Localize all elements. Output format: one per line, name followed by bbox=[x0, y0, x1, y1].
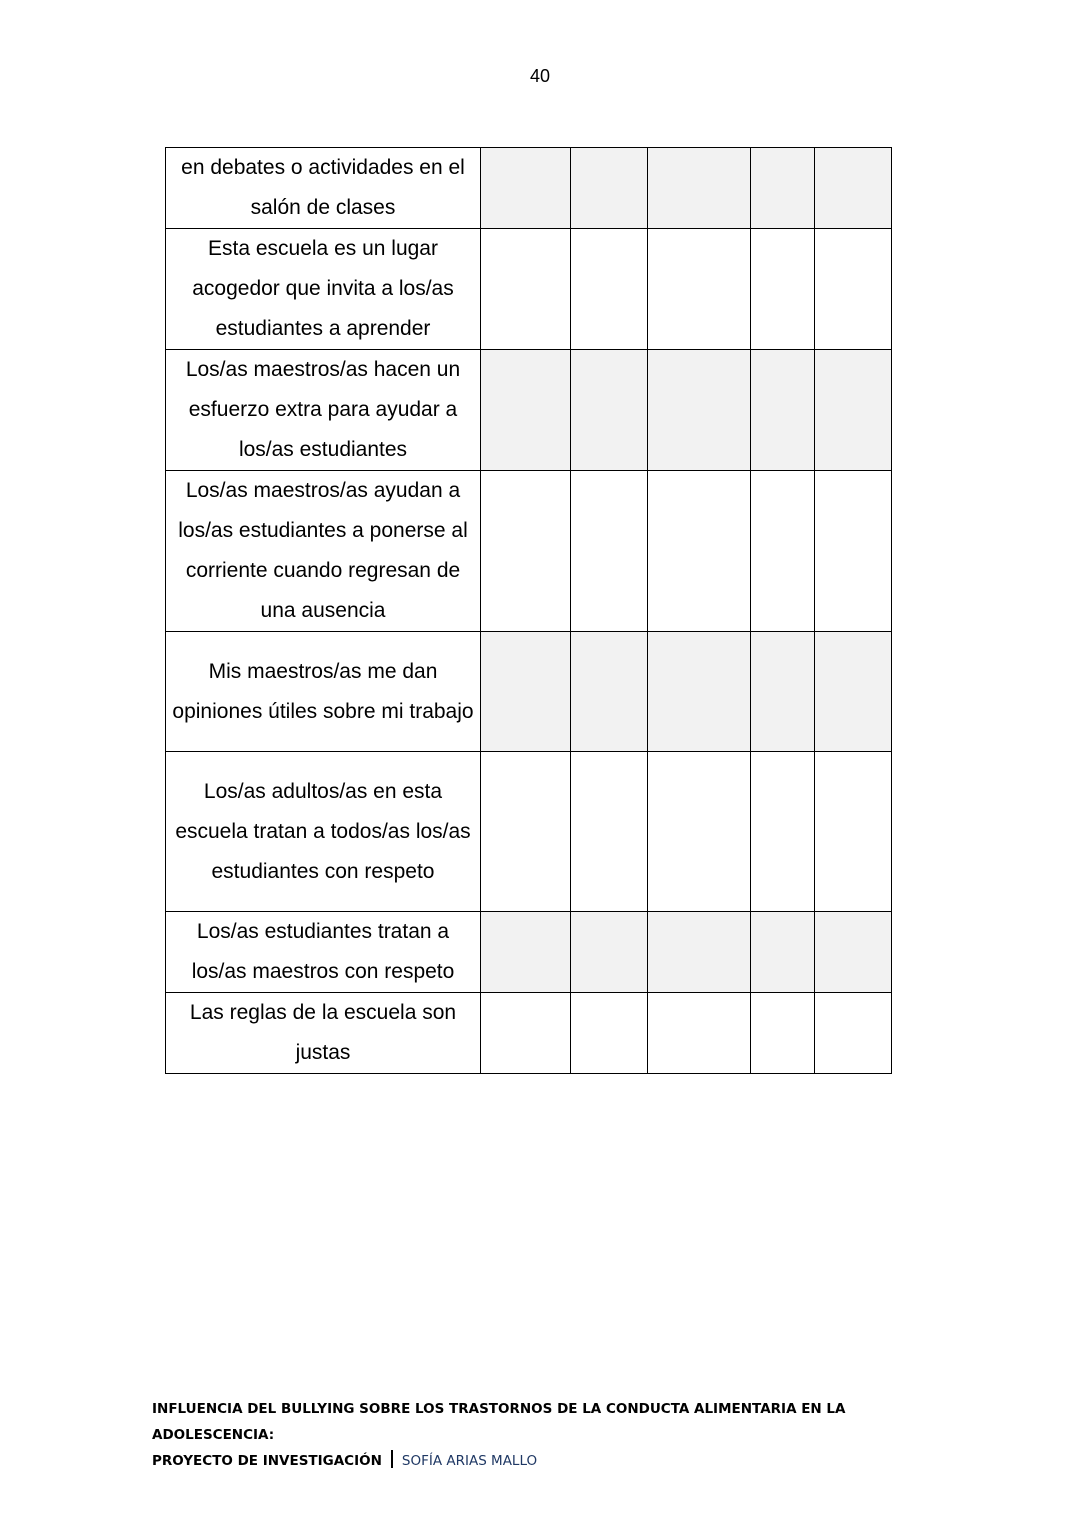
response-cell[interactable] bbox=[571, 632, 648, 752]
statement-cell: Mis maestros/as me dan opiniones útiles sobre mi trabajo bbox=[166, 632, 481, 752]
footer-title-line: INFLUENCIA DEL BULLYING SOBRE LOS TRASTORNOS DE LA CONDUCTA ALIMENTARIA EN LA ADOLESCENCIA: bbox=[152, 1401, 846, 1443]
response-cell[interactable] bbox=[481, 912, 571, 993]
page-number: 40 bbox=[529, 66, 551, 86]
table-row bbox=[166, 471, 892, 632]
response-cell[interactable] bbox=[815, 229, 892, 350]
response-cell[interactable] bbox=[751, 912, 815, 993]
response-cell[interactable] bbox=[751, 471, 815, 632]
response-cell[interactable] bbox=[648, 229, 751, 350]
table-row bbox=[166, 350, 892, 471]
response-cell[interactable] bbox=[481, 993, 571, 1074]
response-cell[interactable] bbox=[481, 350, 571, 471]
response-cell[interactable] bbox=[481, 229, 571, 350]
response-cell[interactable] bbox=[648, 912, 751, 993]
response-cell[interactable] bbox=[481, 148, 571, 229]
response-cell[interactable] bbox=[751, 148, 815, 229]
response-cell[interactable] bbox=[815, 752, 892, 912]
response-cell[interactable] bbox=[815, 148, 892, 229]
table-row bbox=[166, 912, 892, 993]
statement-cell: Esta escuela es un lugar acogedor que invita a los/as estudiantes a aprender bbox=[166, 229, 481, 350]
statement-cell: Los/as maestros/as hacen un esfuerzo extra para ayudar a los/as estudiantes bbox=[166, 350, 481, 471]
response-cell[interactable] bbox=[648, 752, 751, 912]
footer-separator bbox=[391, 1450, 393, 1468]
survey-table bbox=[165, 147, 892, 1074]
response-cell[interactable] bbox=[815, 632, 892, 752]
response-cell[interactable] bbox=[648, 148, 751, 229]
response-cell[interactable] bbox=[751, 632, 815, 752]
response-cell[interactable] bbox=[815, 350, 892, 471]
response-cell[interactable] bbox=[571, 229, 648, 350]
statement-cell: Los/as estudiantes tratan a los/as maestros con respeto bbox=[166, 912, 481, 993]
response-cell[interactable] bbox=[648, 993, 751, 1074]
response-cell[interactable] bbox=[815, 912, 892, 993]
footer-subtitle-line bbox=[152, 1448, 932, 1474]
table-row bbox=[166, 148, 892, 229]
statement-cell: en debates o actividades en el salón de clases bbox=[166, 148, 481, 229]
response-cell[interactable] bbox=[815, 993, 892, 1074]
response-cell[interactable] bbox=[648, 471, 751, 632]
response-cell[interactable] bbox=[751, 350, 815, 471]
page-footer bbox=[152, 1396, 932, 1474]
table-row bbox=[166, 632, 892, 752]
footer-author: SOFÍA ARIAS MALLO bbox=[401, 1453, 538, 1469]
statement-cell: Los/as adultos/as en esta escuela tratan a todos/as los/as estudiantes con respeto bbox=[166, 752, 481, 912]
response-cell[interactable] bbox=[571, 148, 648, 229]
response-cell[interactable] bbox=[481, 632, 571, 752]
statement-cell: Los/as maestros/as ayudan a los/as estudiantes a ponerse al corriente cuando regresan de una ausencia bbox=[166, 471, 481, 632]
statement-cell: Las reglas de la escuela son justas bbox=[166, 993, 481, 1074]
response-cell[interactable] bbox=[648, 632, 751, 752]
response-cell[interactable] bbox=[481, 471, 571, 632]
table-row bbox=[166, 993, 892, 1074]
response-cell[interactable] bbox=[815, 471, 892, 632]
response-cell[interactable] bbox=[751, 229, 815, 350]
response-cell[interactable] bbox=[571, 471, 648, 632]
response-cell[interactable] bbox=[571, 350, 648, 471]
table-row bbox=[166, 752, 892, 912]
footer-project-label: PROYECTO DE INVESTIGACIÓN bbox=[152, 1453, 382, 1469]
response-cell[interactable] bbox=[751, 993, 815, 1074]
response-cell[interactable] bbox=[648, 350, 751, 471]
response-cell[interactable] bbox=[571, 993, 648, 1074]
response-cell[interactable] bbox=[571, 912, 648, 993]
table-row bbox=[166, 229, 892, 350]
response-cell[interactable] bbox=[751, 752, 815, 912]
response-cell[interactable] bbox=[571, 752, 648, 912]
response-cell[interactable] bbox=[481, 752, 571, 912]
